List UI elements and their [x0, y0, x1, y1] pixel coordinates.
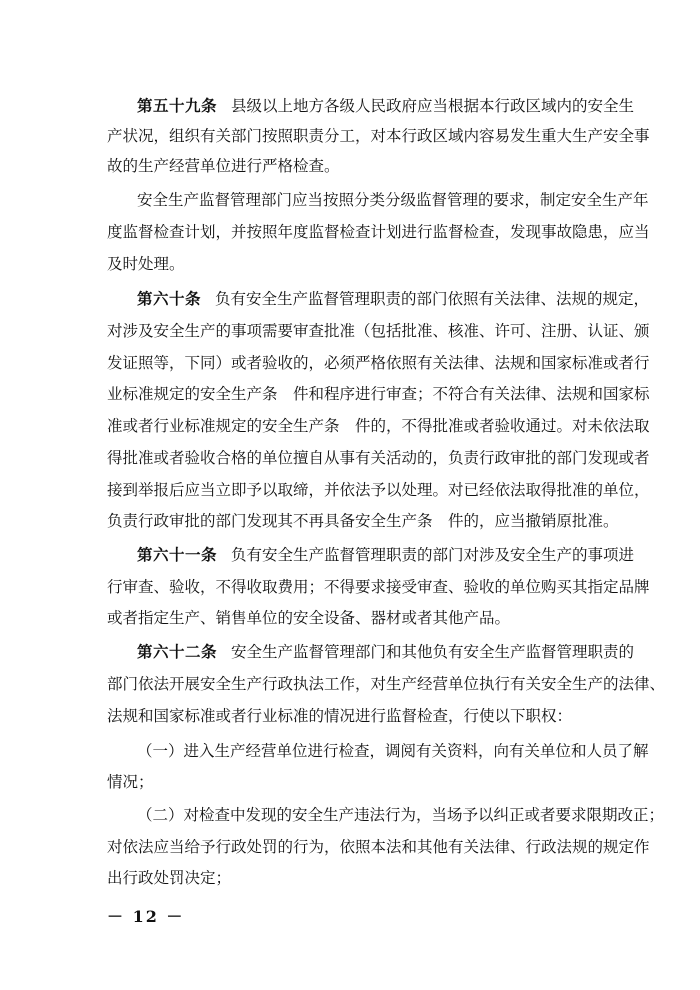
article-59-p2-line-2: 度监督检查计划，并按照年度监督检查计划进行监督检查，发现事故隐患，应当 [107, 223, 650, 241]
article-61-line-1: 第六十一条 负有安全生产监督管理职责的部门对涉及安全生产的事项进 [137, 545, 635, 564]
article-60-line-5: 准或者行业标准规定的安全生产条 件的，不得批准或者验收通过。对未依法取 [107, 417, 650, 435]
item-2-line-1: （二）对检查中发现的安全生产违法行为，当场予以纠正或者要求限期改正； [137, 806, 665, 824]
article-59-line-2: 产状况，组织有关部门按照职责分工，对本行政区域内容易发生重大生产安全事 [107, 127, 650, 145]
article-62-line-2: 部门依法开展安全生产行政执法工作，对生产经营单位执行有关安全生产的法律、 [107, 675, 666, 693]
item-2-line-2: 对依法应当给予行政处罚的行为，依照本法和其他有关法律、行政法规的规定作 [107, 838, 650, 856]
page-number: － 12 － [107, 907, 185, 926]
article-62-line-1: 第六十二条 安全生产监督管理部门和其他负有安全生产监督管理职责的 [137, 642, 635, 661]
article-number: 第六十条 [137, 289, 202, 308]
article-59-line-1: 第五十九条 县级以上地方各级人民政府应当根据本行政区域内的安全生 [137, 96, 635, 115]
article-60-line-2: 对涉及安全生产的事项需要审查批准（包括批准、核准、许可、注册、认证、颁 [107, 322, 650, 340]
article-61-line-2: 行审查、验收，不得收取费用；不得要求接受审查、验收的单位购买其指定品牌 [107, 578, 650, 596]
article-59-p2-line-1: 安全生产监督管理部门应当按照分类分级监督管理的要求，制定安全生产年 [137, 191, 649, 209]
article-60-line-7: 接到举报后应当立即予以取缔，并依法予以处理。对已经依法取得批准的单位， [107, 481, 650, 499]
article-60-line-3: 发证照等，下同）或者验收的，必须严格依照有关法律、法规和国家标准或者行 [107, 354, 650, 372]
item-1-line-1: （一）进入生产经营单位进行检查，调阅有关资料，向有关单位和人员了解 [137, 742, 649, 760]
article-59-line-3: 故的生产经营单位进行严格检查。 [107, 157, 340, 175]
article-60-line-4: 业标准规定的安全生产条 件和程序进行审查；不符合有关法律、法规和国家标 [107, 385, 650, 403]
article-number: 第六十二条 [137, 642, 218, 661]
article-62-line-3: 法规和国家标准或者行业标准的情况进行监督检查，行使以下职权： [107, 707, 573, 725]
item-1-line-2: 情况； [107, 773, 154, 791]
article-number: 第六十一条 [137, 545, 218, 564]
article-number: 第五十九条 [137, 96, 218, 115]
article-61-line-3: 或者指定生产、销售单位的安全设备、器材或者其他产品。 [107, 609, 511, 627]
article-59-p2-line-3: 及时处理。 [107, 255, 185, 273]
item-2-line-3: 出行政处罚决定； [107, 869, 232, 887]
article-60-line-1: 第六十条 负有安全生产监督管理职责的部门依照有关法律、法规的规定， [137, 289, 650, 308]
article-60-line-8: 负责行政审批的部门发现其不再具备安全生产条 件的，应当撤销原批准。 [107, 512, 619, 530]
article-60-line-6: 得批准或者验收合格的单位擅自从事有关活动的，负责行政审批的部门发现或者 [107, 449, 650, 467]
